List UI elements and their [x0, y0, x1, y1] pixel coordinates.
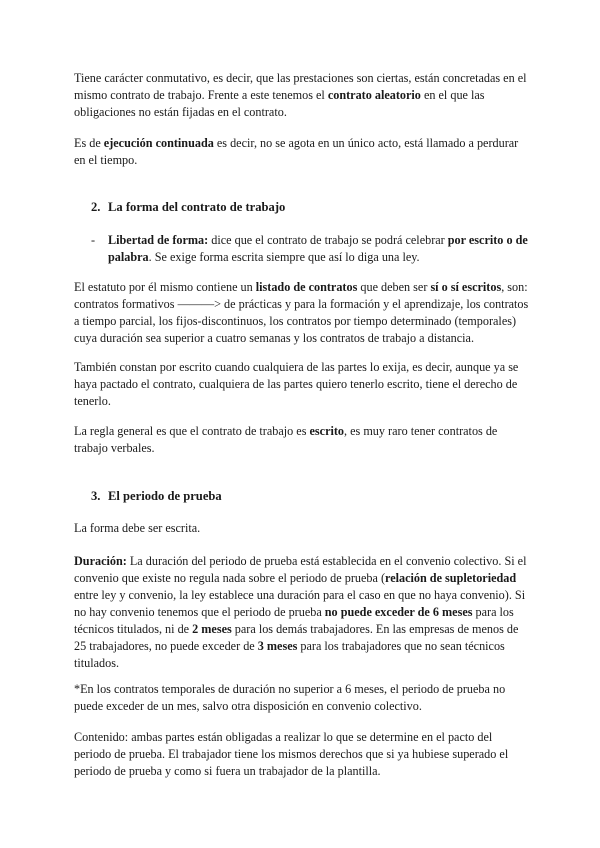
- text-run: para los técnicos titulados, ni de: [74, 605, 514, 636]
- term-3-meses: 3 meses: [257, 639, 298, 653]
- section-title: El periodo de prueba: [108, 489, 222, 503]
- bullet-libertad-de-forma: [91, 232, 532, 266]
- paragraph-text: *En los contratos temporales de duración no superior a 6 meses, el periodo de prueba no puede exceder de un mes, salvo otra disposición en convenio colectivo.: [74, 682, 506, 713]
- section-title: La forma del contrato de trabajo: [108, 200, 286, 214]
- term-escrito: escrito: [309, 424, 345, 438]
- text-run: para los demás trabajadores. En las empresas de menos de 25 trabajadores, no puede exceder de: [74, 622, 519, 653]
- paragraph-contratos-temporales-note: [74, 681, 532, 715]
- paragraph-duracion: [74, 553, 532, 672]
- paragraph-ejecucion-continuada: [74, 135, 532, 169]
- paragraph-text: La forma debe ser escrita.: [74, 521, 201, 535]
- term-2-meses: 2 meses: [192, 622, 232, 636]
- paragraph-constan-por-escrito: [74, 359, 532, 410]
- paragraph-text: También constan por escrito cuando cualquiera de las partes lo exija, es decir, aunque ya se haya pactado el contrato, cualquiera de las partes quiero tenerlo escrito, tiene el derecho de tenerlo.: [74, 360, 519, 408]
- text-run: entre ley y convenio, la ley establece una duración para el caso en que no haya convenio). Si no hay convenio tenemos que el periodo de prueba: [74, 588, 526, 619]
- text-run: es decir, no se agota en un único acto, está llamado a perdurar en el tiempo.: [74, 136, 519, 167]
- text-run: Es de: [74, 136, 104, 150]
- section-number: 3.: [91, 489, 101, 503]
- term-si-o-si-escritos: sí o sí escritos: [430, 280, 502, 294]
- text-run: Tiene carácter conmutativo, es decir, que las prestaciones son ciertas, están concretadas en el mismo contrato de trabajo. Frente a este tenemos el: [74, 71, 527, 102]
- text-run: dice que el contrato de trabajo se podrá celebrar: [208, 233, 448, 247]
- text-run: El estatuto por él mismo contiene un: [74, 280, 256, 294]
- paragraph-text: Contenido: ambas partes están obligadas a realizar lo que se determine en el pacto del periodo de prueba. El trabajador tiene los mismos derechos que si ya hubiese superado el periodo de prueba y como si fuera un trabajador de la plantilla.: [74, 730, 509, 778]
- paragraph-forma-escrita: [74, 520, 532, 537]
- text-run: para los trabajadores que no sean técnicos titulados.: [74, 639, 505, 670]
- section-number: 2.: [91, 200, 101, 214]
- bullet-dash: -: [91, 233, 96, 247]
- term-por-escrito-o-de-palabra: por escrito o de palabra: [108, 233, 528, 264]
- text-run: . Se exige forma escrita siempre que así lo diga una ley.: [148, 250, 420, 264]
- term-listado-de-contratos: listado de contratos: [255, 280, 358, 294]
- paragraph-listado-contratos: [74, 279, 532, 347]
- term-duracion: Duración:: [74, 554, 127, 568]
- paragraph-conmutativo: [74, 70, 532, 121]
- paragraph-regla-general: [74, 423, 532, 457]
- text-run: , son: contratos formativos ———> de prácticas y para la formación y el aprendizaje, los contratos a tiempo parcial, los fijos-discontinuos, los contratos por tiempo determinado (temporales) cuya duración sea superior a cuatro semanas y los contratos de trabajo a distancia.: [74, 280, 529, 345]
- text-run: que deben ser: [357, 280, 431, 294]
- text-run: , es muy raro tener contratos de trabajo verbales.: [74, 424, 498, 455]
- term-relacion-de-supletoriedad: relación de supletoriedad: [385, 571, 517, 585]
- section-heading-3: [91, 488, 222, 505]
- term-ejecucion-continuada: ejecución continuada: [103, 136, 214, 150]
- text-run: en el que las obligaciones no están fijadas en el contrato.: [74, 88, 485, 119]
- paragraph-contenido: [74, 729, 532, 780]
- term-libertad-de-forma: Libertad de forma:: [108, 233, 209, 247]
- section-heading-2: [91, 199, 285, 216]
- term-contrato-aleatorio: contrato aleatorio: [327, 88, 421, 102]
- term-no-puede-exceder-6-meses: no puede exceder de 6 meses: [324, 605, 473, 619]
- text-run: La regla general es que el contrato de trabajo es: [74, 424, 310, 438]
- text-run: La duración del periodo de prueba está establecida en el convenio colectivo. Si el convenio que existe no regula nada sobre el periodo de prueba (: [74, 554, 527, 585]
